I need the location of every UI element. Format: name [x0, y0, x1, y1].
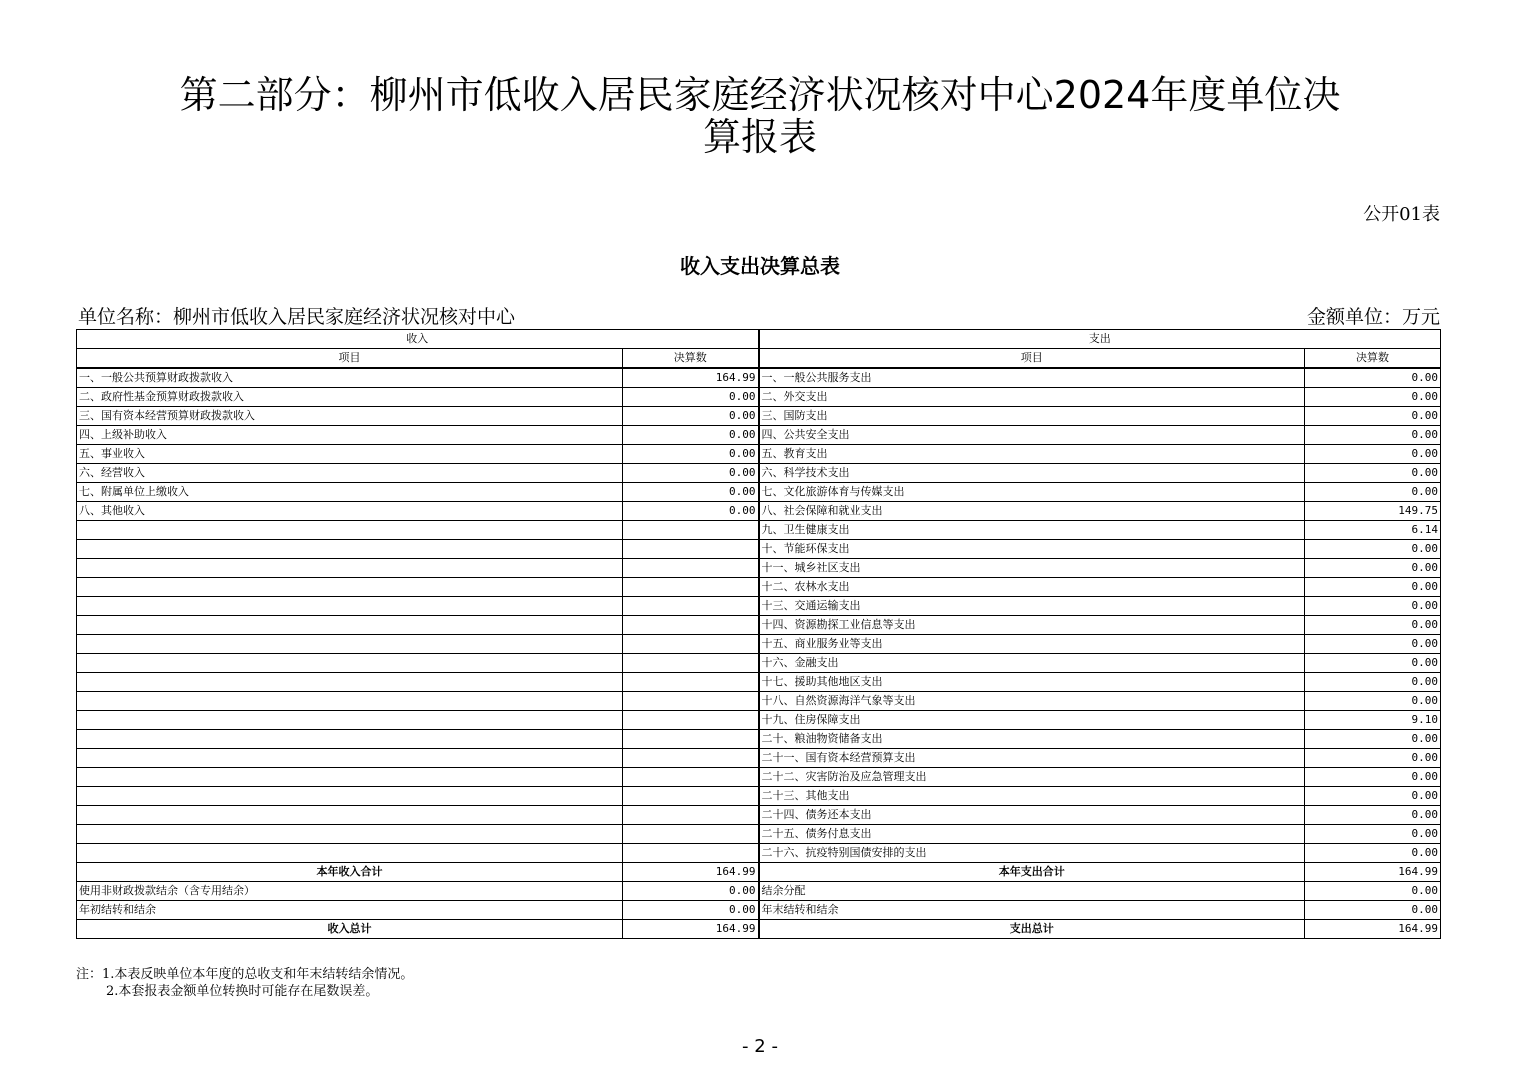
- table-row: [77, 882, 1441, 901]
- table-row: [77, 768, 1441, 787]
- amount-unit: 金额单位：万元: [1306, 306, 1440, 328]
- expense-item-cell: 四、公共安全支出: [759, 426, 1305, 445]
- income-item-cell: [77, 787, 623, 806]
- expense-amount-cell: 0.00: [1305, 882, 1441, 901]
- header-row-columns: [77, 349, 1441, 369]
- table-row: [77, 692, 1441, 711]
- income-item-cell: 使用非财政拨款结余（含专用结余）: [77, 882, 623, 901]
- expense-item-cell: 二十二、灾害防治及应急管理支出: [759, 768, 1305, 787]
- table-row: [77, 445, 1441, 464]
- expense-amount-cell: 0.00: [1305, 673, 1441, 692]
- income-item-cell: [77, 806, 623, 825]
- income-amount-cell: [623, 844, 759, 863]
- table-row: [77, 730, 1441, 749]
- income-amount-cell: [623, 692, 759, 711]
- table-row: [77, 407, 1441, 426]
- header-income: 收入: [77, 330, 759, 349]
- expense-item-cell: 一、一般公共服务支出: [759, 368, 1305, 388]
- income-item-cell: 六、经营收入: [77, 464, 623, 483]
- income-amount-cell: [623, 711, 759, 730]
- income-item-cell: 八、其他收入: [77, 502, 623, 521]
- income-amount-cell: [623, 806, 759, 825]
- table-row: [77, 635, 1441, 654]
- expense-amount-cell: 0.00: [1305, 787, 1441, 806]
- income-amount-cell: [623, 597, 759, 616]
- page-number: - 2 -: [742, 1036, 778, 1057]
- table-title: 收入支出决算总表: [680, 254, 840, 278]
- income-item-cell: 一、一般公共预算财政拨款收入: [77, 368, 623, 388]
- expense-item-cell: 二十一、国有资本经营预算支出: [759, 749, 1305, 768]
- income-amount-cell: 0.00: [623, 502, 759, 521]
- header-expense: 支出: [759, 330, 1441, 349]
- income-item-cell: [77, 578, 623, 597]
- income-amount-cell: 164.99: [623, 920, 759, 939]
- income-item-cell: [77, 768, 623, 787]
- income-item-cell: [77, 654, 623, 673]
- expense-item-cell: 十七、援助其他地区支出: [759, 673, 1305, 692]
- income-amount-cell: [623, 635, 759, 654]
- table-row: [77, 825, 1441, 844]
- expense-amount-cell: 0.00: [1305, 768, 1441, 787]
- income-amount-cell: [623, 825, 759, 844]
- income-item-cell: [77, 597, 623, 616]
- expense-item-cell: 十四、资源勘探工业信息等支出: [759, 616, 1305, 635]
- expense-item-cell: 二十五、债务付息支出: [759, 825, 1305, 844]
- expense-amount-cell: 0.00: [1305, 388, 1441, 407]
- income-amount-cell: [623, 787, 759, 806]
- header-row-sections: [77, 330, 1441, 349]
- expense-amount-cell: 0.00: [1305, 578, 1441, 597]
- income-amount-cell: [623, 654, 759, 673]
- expense-amount-cell: 0.00: [1305, 616, 1441, 635]
- expense-item-cell: 二十、粮油物资储备支出: [759, 730, 1305, 749]
- income-item-cell: [77, 673, 623, 692]
- table-row: [77, 388, 1441, 407]
- expense-amount-cell: 0.00: [1305, 654, 1441, 673]
- income-amount-cell: [623, 673, 759, 692]
- table-row: [77, 502, 1441, 521]
- table-row: [77, 749, 1441, 768]
- expense-item-cell: 十九、住房保障支出: [759, 711, 1305, 730]
- table-row: [77, 863, 1441, 882]
- income-item-cell: [77, 730, 623, 749]
- income-amount-cell: [623, 749, 759, 768]
- expense-amount-cell: 0.00: [1305, 464, 1441, 483]
- expense-amount-cell: 149.75: [1305, 502, 1441, 521]
- expense-item-cell: 十、节能环保支出: [759, 540, 1305, 559]
- expense-amount-cell: 0.00: [1305, 806, 1441, 825]
- table-row: [77, 616, 1441, 635]
- expense-item-cell: 十三、交通运输支出: [759, 597, 1305, 616]
- income-amount-cell: 0.00: [623, 483, 759, 502]
- expense-amount-cell: 9.10: [1305, 711, 1441, 730]
- table-row: [77, 464, 1441, 483]
- table-row: [77, 787, 1441, 806]
- notes: [76, 966, 413, 1000]
- income-item-cell: [77, 825, 623, 844]
- expense-amount-cell: 0.00: [1305, 692, 1441, 711]
- page-title-line-2: 算报表: [702, 115, 817, 159]
- expense-item-cell: 十一、城乡社区支出: [759, 559, 1305, 578]
- expense-item-cell: 二十三、其他支出: [759, 787, 1305, 806]
- income-amount-cell: [623, 616, 759, 635]
- income-item-cell: 七、附属单位上缴收入: [77, 483, 623, 502]
- expense-amount-cell: 0.00: [1305, 749, 1441, 768]
- table-row: [77, 673, 1441, 692]
- expense-amount-cell: 0.00: [1305, 559, 1441, 578]
- income-item-cell: [77, 521, 623, 540]
- expense-item-cell: 十五、商业服务业等支出: [759, 635, 1305, 654]
- expense-amount-cell: 6.14: [1305, 521, 1441, 540]
- expense-item-cell: 九、卫生健康支出: [759, 521, 1305, 540]
- table-row: [77, 521, 1441, 540]
- expense-item-cell: 三、国防支出: [759, 407, 1305, 426]
- expense-item-cell: 十二、农林水支出: [759, 578, 1305, 597]
- expense-amount-cell: 0.00: [1305, 540, 1441, 559]
- expense-item-cell: 支出总计: [759, 920, 1305, 939]
- table-row: [77, 540, 1441, 559]
- income-amount-cell: [623, 540, 759, 559]
- expense-item-cell: 五、教育支出: [759, 445, 1305, 464]
- expense-amount-cell: 0.00: [1305, 825, 1441, 844]
- expense-amount-cell: 0.00: [1305, 426, 1441, 445]
- expense-amount-cell: 0.00: [1305, 368, 1441, 388]
- income-amount-cell: [623, 768, 759, 787]
- header-income-amount: 决算数: [623, 349, 759, 369]
- income-item-cell: [77, 540, 623, 559]
- expense-amount-cell: 0.00: [1305, 445, 1441, 464]
- table-row: [77, 806, 1441, 825]
- header-expense-item: 项目: [759, 349, 1305, 369]
- expense-item-cell: 八、社会保障和就业支出: [759, 502, 1305, 521]
- income-amount-cell: 164.99: [623, 368, 759, 388]
- expense-item-cell: 年末结转和结余: [759, 901, 1305, 920]
- expense-item-cell: 二、外交支出: [759, 388, 1305, 407]
- table-row: [77, 844, 1441, 863]
- expense-amount-cell: 0.00: [1305, 901, 1441, 920]
- income-amount-cell: [623, 521, 759, 540]
- expense-amount-cell: 0.00: [1305, 407, 1441, 426]
- expense-amount-cell: 164.99: [1305, 863, 1441, 882]
- expense-amount-cell: 0.00: [1305, 635, 1441, 654]
- income-amount-cell: 0.00: [623, 445, 759, 464]
- table-row: [77, 559, 1441, 578]
- expense-item-cell: 本年支出合计: [759, 863, 1305, 882]
- income-amount-cell: 0.00: [623, 407, 759, 426]
- page-title: [0, 74, 1520, 158]
- income-amount-cell: 0.00: [623, 426, 759, 445]
- income-item-cell: [77, 749, 623, 768]
- income-item-cell: 五、事业收入: [77, 445, 623, 464]
- table-row: [77, 368, 1441, 388]
- note-1: 注：1.本表反映单位本年度的总收支和年末结转结余情况。: [76, 967, 414, 982]
- income-amount-cell: 0.00: [623, 388, 759, 407]
- expense-amount-cell: 0.00: [1305, 483, 1441, 502]
- income-item-cell: [77, 635, 623, 654]
- income-item-cell: [77, 844, 623, 863]
- table-row: [77, 597, 1441, 616]
- expense-amount-cell: 0.00: [1305, 597, 1441, 616]
- expense-item-cell: 十六、金融支出: [759, 654, 1305, 673]
- income-item-cell: [77, 711, 623, 730]
- income-amount-cell: [623, 730, 759, 749]
- income-item-cell: [77, 559, 623, 578]
- table-row: [77, 711, 1441, 730]
- income-amount-cell: [623, 578, 759, 597]
- table-row: [77, 920, 1441, 939]
- income-amount-cell: 0.00: [623, 882, 759, 901]
- header-income-item: 项目: [77, 349, 623, 369]
- expense-item-cell: 二十六、抗疫特别国债安排的支出: [759, 844, 1305, 863]
- expense-item-cell: 六、科学技术支出: [759, 464, 1305, 483]
- income-item-cell: 收入总计: [77, 920, 623, 939]
- expense-amount-cell: 0.00: [1305, 844, 1441, 863]
- income-item-cell: 三、国有资本经营预算财政拨款收入: [77, 407, 623, 426]
- income-amount-cell: 0.00: [623, 464, 759, 483]
- income-item-cell: 四、上级补助收入: [77, 426, 623, 445]
- header-expense-amount: 决算数: [1305, 349, 1441, 369]
- table-row: [77, 578, 1441, 597]
- table-row: [77, 654, 1441, 673]
- income-item-cell: 本年收入合计: [77, 863, 623, 882]
- expense-item-cell: 二十四、债务还本支出: [759, 806, 1305, 825]
- table-row: [77, 426, 1441, 445]
- expense-item-cell: 七、文化旅游体育与传媒支出: [759, 483, 1305, 502]
- table-row: [77, 901, 1441, 920]
- income-item-cell: [77, 692, 623, 711]
- income-amount-cell: 164.99: [623, 863, 759, 882]
- unit-name: 单位名称：柳州市低收入居民家庭经济状况核对中心: [78, 306, 516, 328]
- table-row: [77, 483, 1441, 502]
- income-item-cell: [77, 616, 623, 635]
- form-number: 公开01表: [1363, 204, 1440, 225]
- page-title-line-1: 第二部分：柳州市低收入居民家庭经济状况核对中心2024年度单位决: [179, 73, 1341, 117]
- note-2: 2.本套报表金额单位转换时可能存在尾数误差。: [106, 984, 379, 999]
- income-amount-cell: 0.00: [623, 901, 759, 920]
- income-expense-table: [76, 329, 1441, 939]
- expense-amount-cell: 0.00: [1305, 730, 1441, 749]
- expense-amount-cell: 164.99: [1305, 920, 1441, 939]
- income-item-cell: 二、政府性基金预算财政拨款收入: [77, 388, 623, 407]
- income-amount-cell: [623, 559, 759, 578]
- expense-item-cell: 结余分配: [759, 882, 1305, 901]
- expense-item-cell: 十八、自然资源海洋气象等支出: [759, 692, 1305, 711]
- income-item-cell: 年初结转和结余: [77, 901, 623, 920]
